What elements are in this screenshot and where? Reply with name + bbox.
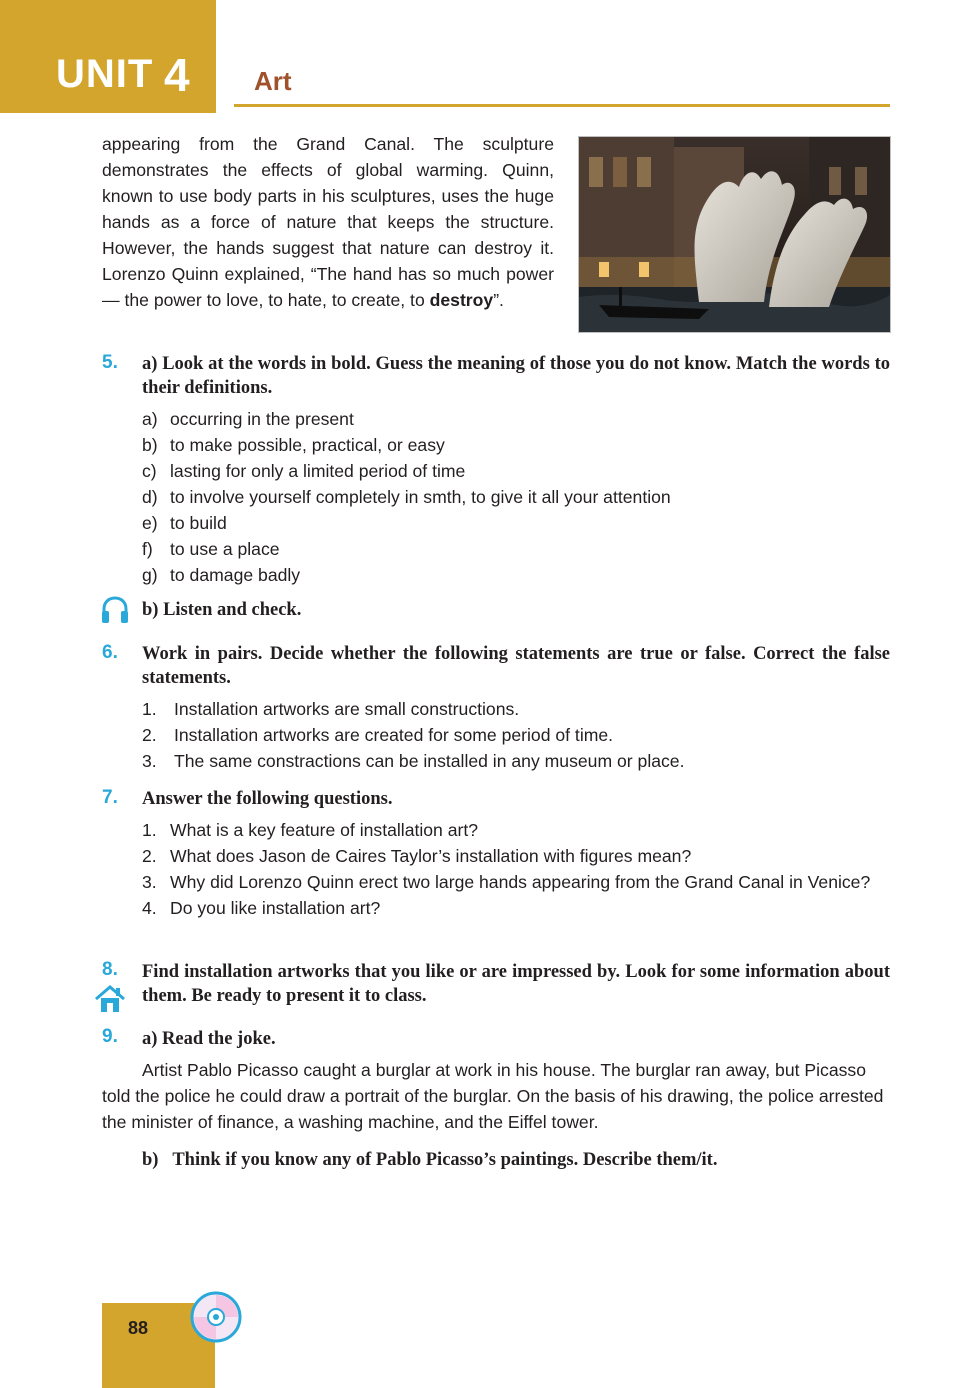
intro-text: appearing from the Grand Canal. The sculpture demonstrates the effects of global warming. Quinn, known to use body parts in his sculptures, uses the huge hands as a force of nature that keeps the structure. However, the hands suggest that nature can destroy it. Lorenzo Quinn explained, “The hand has so much power — the power to love, to hate, to create, to	[102, 134, 554, 310]
list-item	[142, 722, 892, 748]
item-marker: d)	[142, 487, 158, 507]
intro-paragraph	[102, 131, 554, 313]
item-text: Installation artworks are created for some period of time.	[174, 725, 614, 745]
exercise-6-number: 6.	[102, 642, 118, 663]
list-item	[142, 817, 892, 843]
cd-icon	[190, 1291, 242, 1348]
part-b-text: Think if you know any of Pablo Picasso’s paintings. Describe them/it.	[172, 1150, 718, 1170]
exercise-9-number: 9.	[102, 1026, 118, 1047]
item-marker: 2.	[142, 846, 157, 866]
item-text: to involve yourself completely in smth, to give it all your attention	[170, 487, 671, 507]
item-text: to build	[170, 513, 227, 533]
item-marker: c)	[142, 461, 157, 481]
item-text: to damage badly	[170, 565, 301, 585]
exercise-6-statements	[142, 696, 892, 774]
item-marker: g)	[142, 565, 158, 585]
intro-bold-word: destroy	[429, 290, 494, 310]
unit-number: 4	[164, 49, 190, 101]
list-item	[142, 484, 892, 510]
list-item	[142, 510, 892, 536]
item-marker: 4.	[142, 898, 157, 918]
item-text: The same constractions can be installed in any museum or place.	[174, 751, 685, 771]
item-text: What does Jason de Caires Taylor’s installation with figures mean?	[170, 846, 692, 866]
list-item	[142, 869, 892, 895]
item-marker: a)	[142, 409, 158, 429]
intro-text-end: ”.	[493, 290, 504, 310]
joke-paragraph	[102, 1057, 890, 1135]
exercise-7-instruction: Answer the following questions.	[142, 789, 393, 809]
item-marker: 3.	[142, 872, 157, 892]
list-item	[142, 843, 892, 869]
part-b-marker: b)	[142, 1150, 159, 1170]
item-text: Do you like installation art?	[170, 898, 381, 918]
exercise-7-questions	[142, 817, 892, 921]
exercise-5-part-b: b) Listen and check.	[142, 600, 302, 620]
item-text: Installation artworks are small constructions.	[174, 699, 520, 719]
item-text: lasting for only a limited period of time	[170, 461, 466, 481]
list-item	[142, 748, 892, 774]
sculpture-photo	[578, 136, 891, 333]
exercise-9-part-b	[142, 1148, 902, 1172]
item-marker: 3.	[142, 751, 157, 771]
list-item	[142, 458, 892, 484]
page-number: 88	[128, 1318, 149, 1338]
exercise-8-instruction: Find installation artworks that you like or are impressed by. Look for some information about them. Be ready to present it to class.	[142, 962, 890, 1006]
exercise-5-number: 5.	[102, 352, 118, 373]
home-icon	[94, 984, 126, 1019]
exercise-5-definitions	[142, 406, 892, 588]
unit-label: UNIT	[56, 52, 154, 96]
list-item	[142, 536, 892, 562]
item-marker: 1.	[142, 820, 157, 840]
item-marker: 2.	[142, 725, 157, 745]
list-item	[142, 562, 892, 588]
list-item	[142, 432, 892, 458]
exercise-6-instruction: Work in pairs. Decide whether the following statements are true or false. Correct the false statements.	[142, 644, 890, 688]
unit-title: Art	[254, 66, 292, 96]
list-item	[142, 406, 892, 432]
item-marker: b)	[142, 435, 158, 455]
list-item	[142, 895, 892, 921]
item-text: to use a place	[170, 539, 280, 559]
exercise-9-instruction: a) Read the joke.	[142, 1029, 276, 1049]
exercise-8-number: 8.	[102, 959, 118, 980]
item-marker: f)	[142, 539, 153, 559]
item-text: occurring in the present	[170, 409, 354, 429]
item-text: to make possible, practical, or easy	[170, 435, 445, 455]
list-item	[142, 696, 892, 722]
exercise-7-number: 7.	[102, 787, 118, 808]
item-text: Why did Lorenzo Quinn erect two large hands appearing from the Grand Canal in Venice?	[170, 872, 871, 892]
headphones-icon	[99, 594, 131, 631]
joke-text: Artist Pablo Picasso caught a burglar at work in his house. The burglar ran away, but Picasso told the police he could draw a portrait of the burglar. On the basis of his drawing, the police arrested the minister of finance, a washing machine, and the Eiffel tower.	[102, 1060, 884, 1132]
exercise-5-instruction: a) Look at the words in bold. Guess the meaning of those you do not know. Match the words to their definitions.	[142, 354, 890, 398]
item-marker: e)	[142, 513, 158, 533]
title-rule	[234, 104, 890, 107]
item-text: What is a key feature of installation art?	[170, 820, 479, 840]
item-marker: 1.	[142, 699, 157, 719]
